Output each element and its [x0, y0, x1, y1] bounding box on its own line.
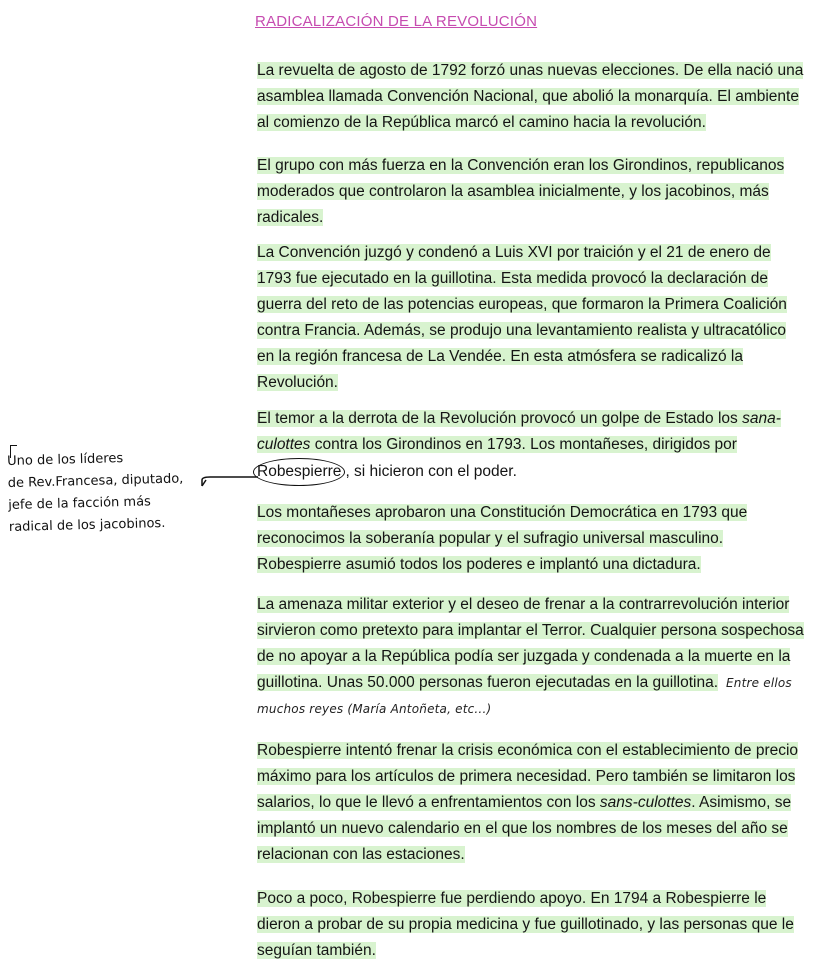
- margin-note-line: de Rev.Francesa, diputado,: [7, 471, 184, 492]
- paragraph-5: [257, 500, 805, 578]
- paragraph-4: [257, 406, 805, 486]
- paragraph-3-text: La Convención juzgó y condenó a Luis XVI por traición y el 21 de enero de 1793 fue ejecutado en la guillotina. Esta medida provocó la declaración de guerra del reto de las potencias europeas, que formaron la Primera Coalición contra Francia. Además, se produjo una levantamiento realista y ultracatólico en la región francesa de La Vendée. En esta atmósfera se radicalizó la Revolución.: [257, 244, 787, 391]
- paragraph-4-italic: sana-culottes: [257, 410, 781, 453]
- robespierre-circled: Robespierre: [253, 458, 345, 486]
- paragraph-4-text-c: , si hicieron con el poder.: [345, 463, 517, 480]
- handwritten-annotation: Entre ellos muchos reyes (María Antoñeta, etc...): [257, 676, 792, 716]
- paragraph-2-text: El grupo con más fuerza en la Convención eran los Girondinos, republicanos moderados que controlaron la asamblea inicialmente, y los jacobinos, más radicales.: [257, 157, 785, 226]
- margin-note-line: jefe de la facción más: [8, 494, 152, 514]
- margin-note-line: radical de los jacobinos.: [8, 515, 166, 536]
- paragraph-6-text: La amenaza militar exterior y el deseo de frenar a la contrarrevolución interior sirvieron como pretexto para implantar el Terror. Cualquier persona sospechosa de no apoyar a la República podía ser juzgada y condenada a la muerte en la guillotina. Unas 50.000 personas fueron ejecutadas en la guillotina.: [257, 596, 804, 691]
- margin-arrow-icon: [200, 460, 262, 490]
- paragraph-7-text-b: . Asimismo, se implantó un nuevo calendario en el que los nombres de los meses del año se relacionan con las estaciones.: [257, 794, 792, 863]
- margin-note-line: Uno de los líderes: [6, 451, 124, 470]
- paragraph-4-text-a: El temor a la derrota de la Revolución provocó un golpe de Estado los: [257, 410, 743, 427]
- paragraph-1-text: La revuelta de agosto de 1792 forzó unas nuevas elecciones. De ella nació una asamblea llamada Convención Nacional, que abolió la monarquía. El ambiente al comienzo de la República marcó el camino hacia la revolución.: [257, 62, 804, 131]
- paragraph-2: [257, 153, 805, 231]
- paragraph-8: [257, 886, 805, 964]
- paragraph-8-text: Poco a poco, Robespierre fue perdiendo apoyo. En 1794 a Robespierre le dieron a probar de su propia medicina y fue guillotinado, y las personas que le seguían también.: [257, 890, 794, 959]
- paragraph-1: [257, 58, 805, 136]
- page-title: RADICALIZACIÓN DE LA REVOLUCIÓN: [255, 13, 538, 30]
- paragraph-5-text: Los montañeses aprobaron una Constitución Democrática en 1793 que reconocimos la soberanía popular y el sufragio universal masculino. Robespierre asumió todos los poderes e implantó una dictadura.: [257, 504, 748, 573]
- paragraph-4-text-b: contra los Girondinos en 1793. Los montañeses, dirigidos por: [310, 436, 737, 453]
- paragraph-3: [257, 240, 805, 396]
- paragraph-7-text-a: Robespierre intentó frenar la crisis económica con el establecimiento de precio máximo para los artículos de primera necesidad. Pero también se limitaron los salarios, lo que le llevó a enfrentamientos con los: [257, 742, 799, 811]
- paragraph-7: [257, 738, 805, 868]
- paragraph-6: [257, 592, 805, 722]
- paragraph-7-italic: sans-culottes: [599, 794, 692, 811]
